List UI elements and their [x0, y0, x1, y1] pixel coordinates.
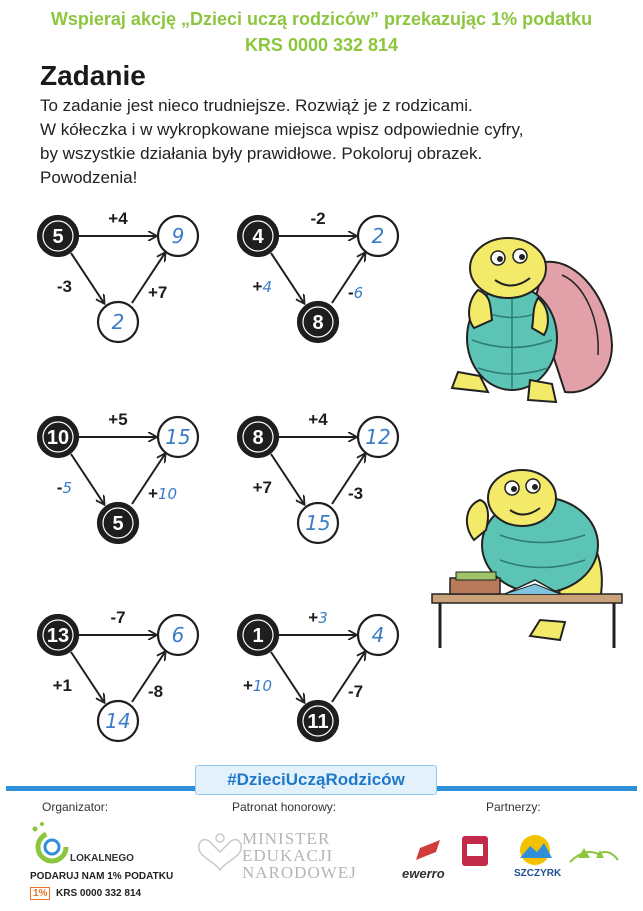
- start-node-value: 10: [46, 427, 70, 449]
- partners-label: Partnerzy:: [486, 800, 541, 814]
- left-operation: +1: [52, 676, 72, 695]
- left-operation: -3: [56, 277, 72, 296]
- arrow-left: [71, 454, 104, 504]
- top-operation: +3: [308, 608, 328, 627]
- arrow-left: [71, 652, 104, 702]
- right-operation: -7: [348, 682, 364, 701]
- left-operation: -5: [56, 478, 72, 497]
- start-node-value: 5: [52, 226, 64, 248]
- result-node-value: 9: [171, 224, 185, 248]
- campaign-hashtag: #DzieciUcząRodziców: [195, 765, 437, 795]
- organizer-tagline: PODARUJ NAM 1% PODATKU: [30, 871, 174, 882]
- ministry-name: [242, 830, 357, 881]
- right-operation: +10: [148, 484, 178, 503]
- instruction-line: W kółeczka i w wykropkowane miejsca wpisz odpowiednie cyfry,: [40, 120, 524, 139]
- start-node-value: 4: [252, 226, 264, 248]
- top-operation: +5: [108, 410, 128, 429]
- left-operation: +4: [252, 277, 272, 296]
- organizer-krs: KRS 0000 332 814: [56, 888, 142, 899]
- ministry-line: NARODOWEJ: [242, 863, 357, 882]
- right-operation: -8: [148, 682, 164, 701]
- start-node-value: 13: [46, 625, 70, 647]
- result-node-value: 6: [171, 623, 185, 647]
- middle-node-value: 8: [312, 312, 324, 334]
- ewerro-name: ewerro: [402, 866, 445, 881]
- support-banner-line1: Wspieraj akcję „Dzieci uczą rodziców” przekazując 1% podatku: [50, 9, 593, 29]
- result-node-value: 15: [165, 425, 191, 449]
- ewerro-logo: [416, 840, 440, 860]
- arrow-left: [271, 652, 304, 702]
- turtle-desk-illustration: [432, 470, 622, 648]
- ministry-eagle-icon: [199, 834, 242, 870]
- patron-label: Patronat honorowy:: [232, 800, 337, 814]
- result-node-value: 12: [365, 425, 391, 449]
- instruction-line: by wszystkie działania były prawidłowe. Pokoloruj obrazek.: [40, 144, 483, 163]
- top-operation: -7: [110, 608, 126, 627]
- organizer-percent: 1%: [30, 887, 50, 900]
- start-node-value: 8: [252, 427, 264, 449]
- ministry-line: MINISTER: [242, 829, 331, 848]
- support-banner-krs: KRS 0000 332 814: [244, 35, 399, 55]
- organizer-logo: [33, 822, 67, 861]
- organizer-label: Organizator:: [42, 800, 109, 814]
- museum-logo: [462, 836, 488, 866]
- turtle-backpack-illustration: [452, 238, 612, 402]
- middle-node-value: 11: [307, 711, 329, 733]
- top-operation: -2: [310, 209, 326, 228]
- instruction-line: To zadanie jest nieco trudniejsze. Rozwiąż je z rodzicami.: [40, 96, 473, 115]
- result-node-value: 4: [371, 623, 385, 647]
- szczyrk-name: SZCZYRK: [514, 868, 562, 879]
- ministry-line: EDUKACJI: [242, 846, 334, 865]
- arrow-left: [71, 253, 104, 303]
- arrow-left: [271, 253, 304, 303]
- top-operation: +4: [108, 209, 128, 228]
- left-operation: +10: [242, 676, 272, 695]
- middle-node-value: 2: [111, 310, 125, 334]
- middle-node-value: 15: [305, 511, 331, 535]
- organizer-name: LOKALNEGO: [70, 853, 134, 864]
- left-operation: +7: [252, 478, 272, 497]
- right-operation: -3: [348, 484, 364, 503]
- top-operation: +4: [308, 410, 328, 429]
- arrow-left: [271, 454, 304, 504]
- szczyrk-logo: [520, 835, 552, 865]
- instruction-line: Powodzenia!: [40, 168, 138, 187]
- result-node-value: 2: [371, 224, 385, 248]
- istebna-logo: [570, 848, 618, 862]
- right-operation: +7: [148, 283, 168, 302]
- start-node-value: 1: [252, 625, 264, 647]
- page-title: Zadanie: [40, 60, 146, 91]
- middle-node-value: 5: [112, 513, 124, 535]
- middle-node-value: 14: [105, 709, 131, 733]
- right-operation: -6: [348, 283, 364, 302]
